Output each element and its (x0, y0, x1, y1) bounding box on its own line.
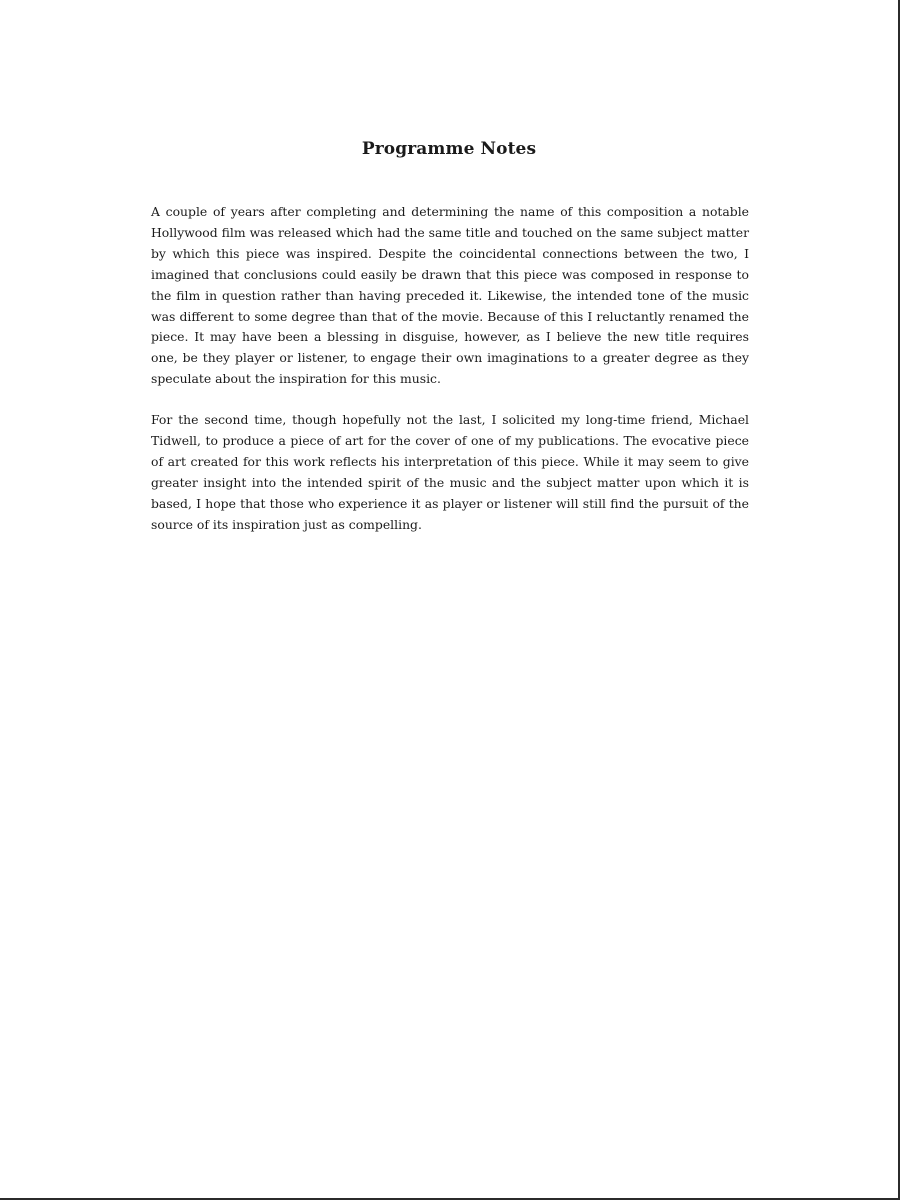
paragraph-1: A couple of years after completing and determining the name of this composition a notable Hollywood film was released which had the same title and touched on the same subject matter by which this piece was inspired. Despite the coincidental connections between the two, I imagined that conclusions could easily be drawn that this piece was composed in response to the film in question rather than having preceded it. Likewise, the intended tone of the music was different to some degree than that of the movie. Because of this I reluctantly renamed the piece. It may have been a blessing in disguise, however, as I believe the new title requires one, be they player or listener, to engage their own imaginations to a greater degree as they speculate about the inspiration for this music. (151, 204, 749, 387)
page-title: Programme Notes (361, 139, 537, 159)
paragraph-2: For the second time, though hopefully not the last, I solicited my long-time friend, Michael Tidwell, to produce a piece of art for the cover of one of my publications. The evocative piece of art created for this work reflects his interpretation of this piece. While it may seem to give greater insight into the intended spirit of the music and the subject matter upon which it is based, I hope that those who experience it as player or listener will still find the pursuit of the source of its inspiration just as compelling. (151, 412, 749, 532)
